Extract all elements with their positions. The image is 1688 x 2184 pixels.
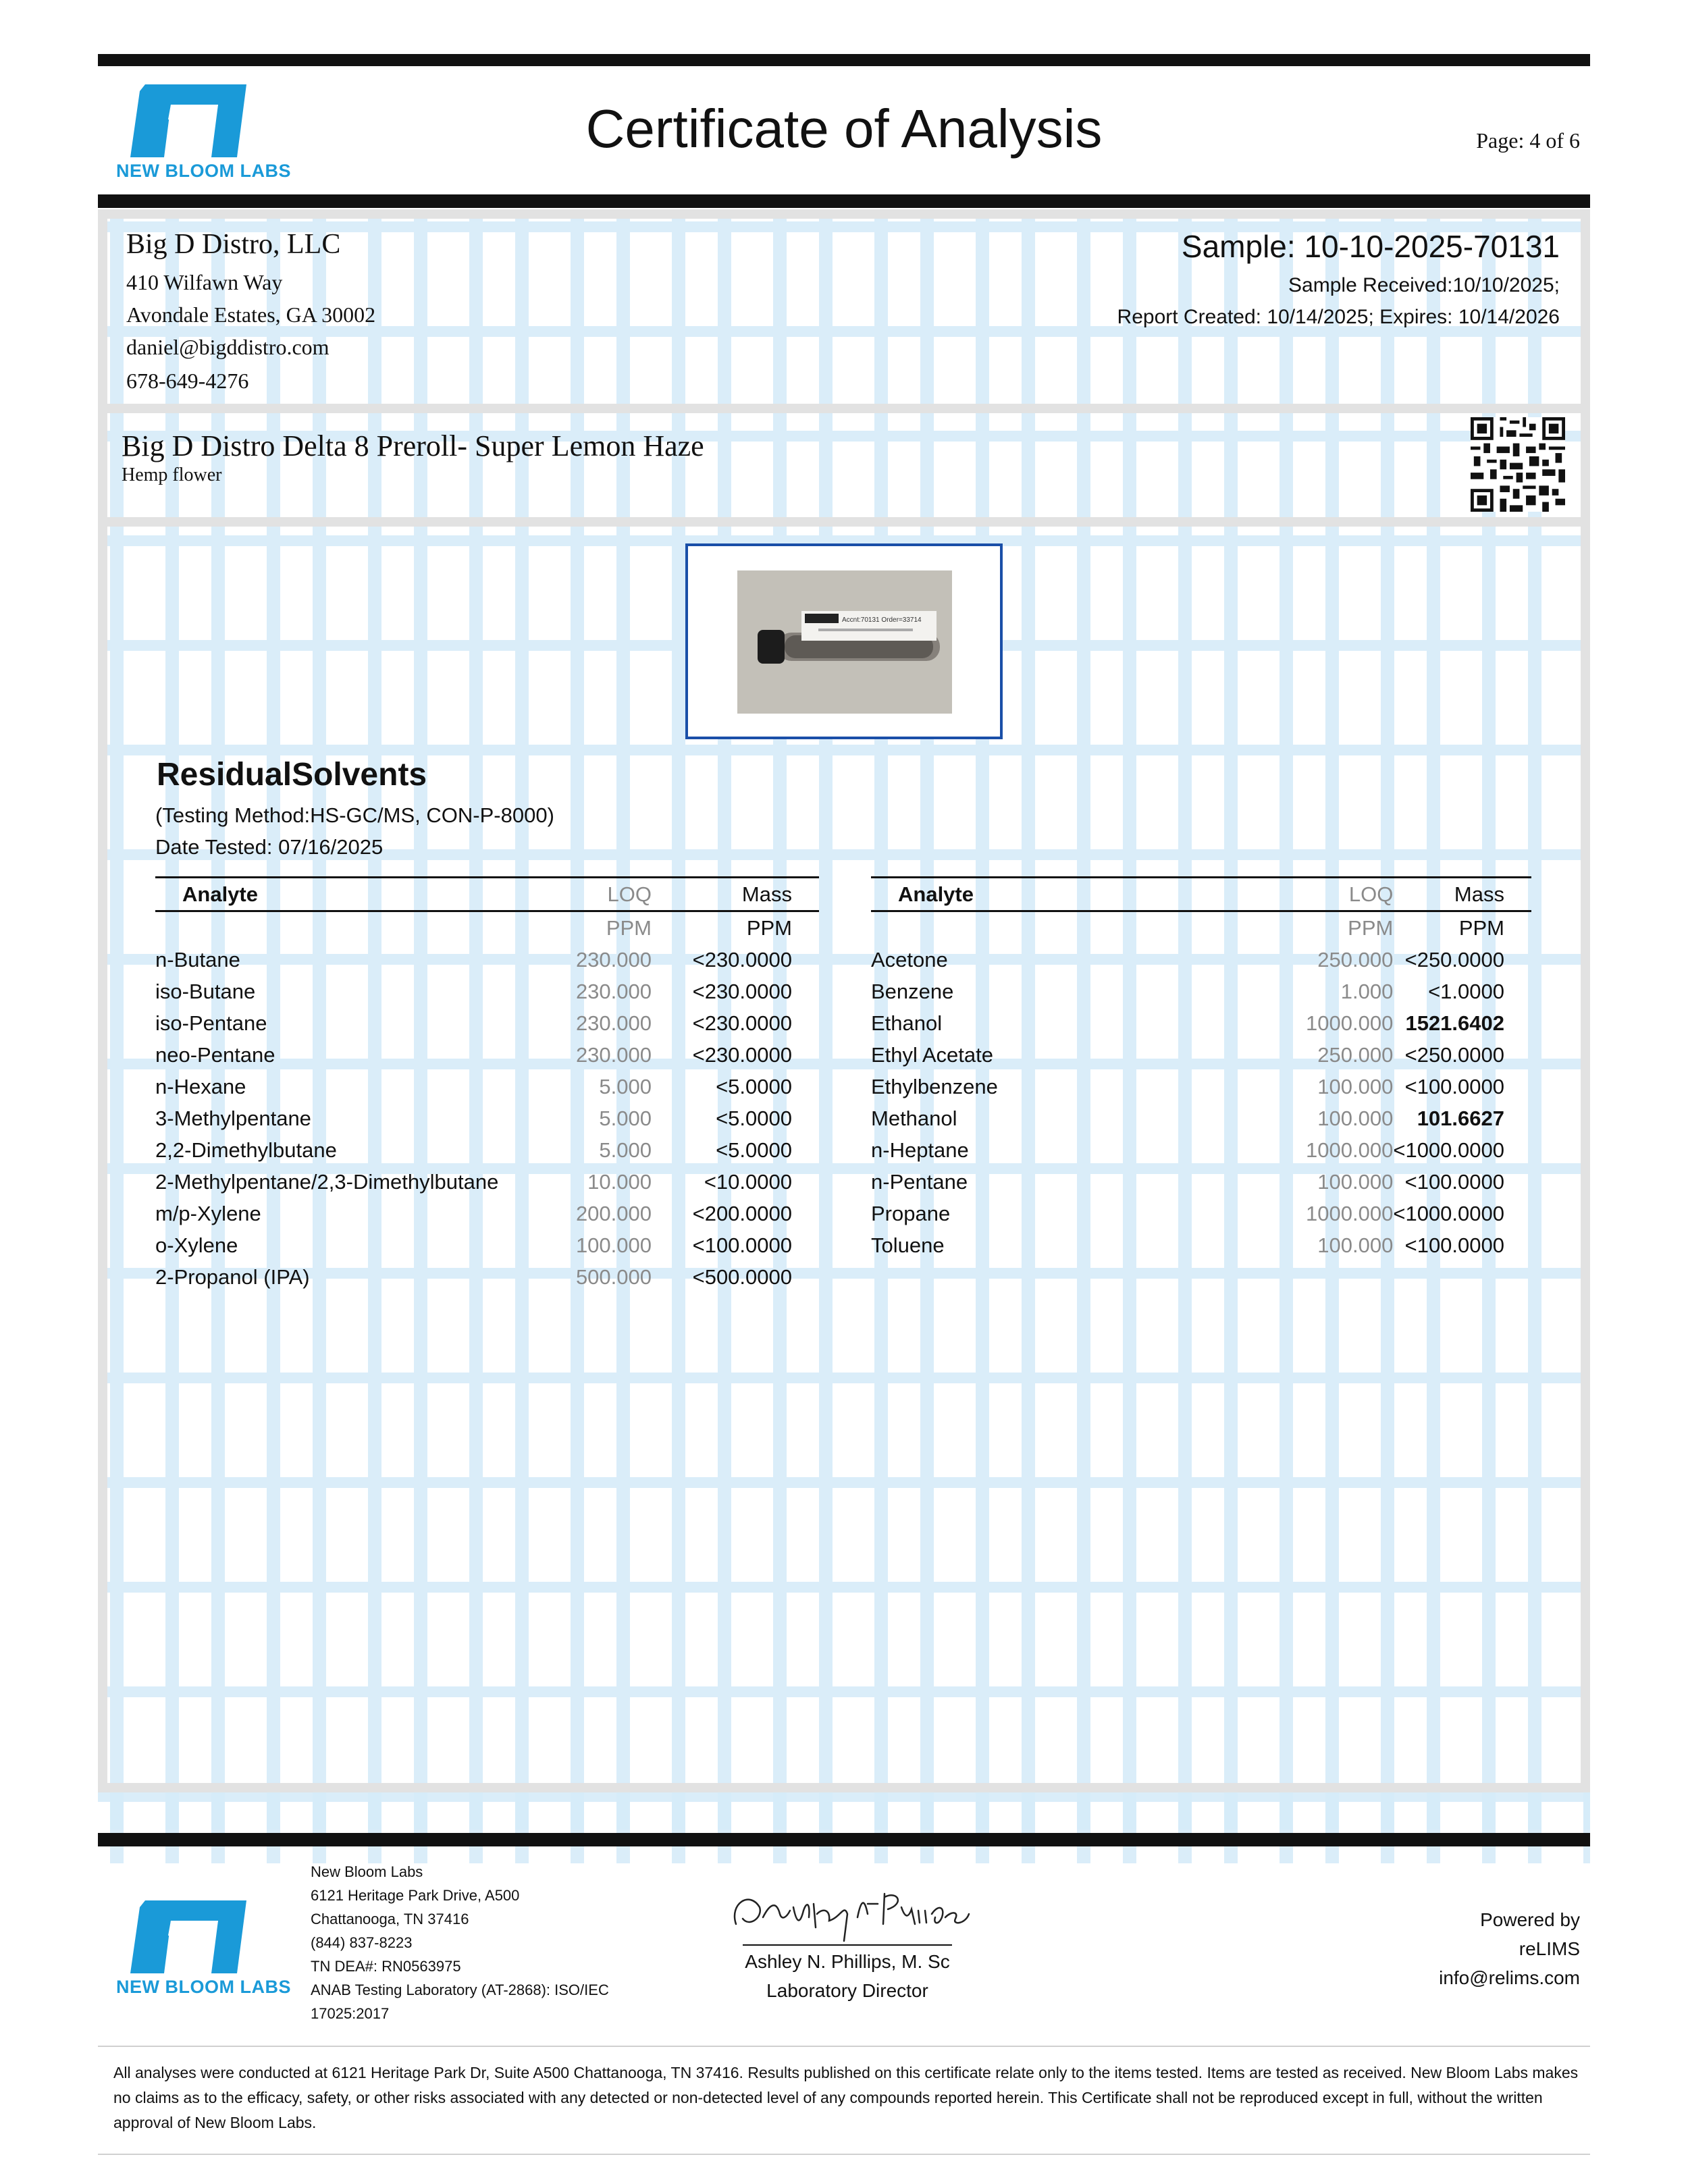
loq-value: 250.000 bbox=[1317, 947, 1394, 971]
lab-dea: TN DEA#: RN0563975 bbox=[311, 1958, 461, 1975]
client-address-1: 410 Wilfawn Way bbox=[126, 270, 283, 294]
table-row bbox=[871, 1102, 1531, 1134]
lab-address-2: Chattanooga, TN 37416 bbox=[311, 1911, 469, 1927]
lab-name: New Bloom Labs bbox=[311, 1863, 423, 1880]
table-row bbox=[871, 1007, 1531, 1039]
analyte-name: Acetone bbox=[871, 947, 948, 971]
loq-value: 10.000 bbox=[587, 1169, 652, 1194]
loq-value: 230.000 bbox=[575, 947, 652, 971]
qr-code-icon bbox=[1471, 417, 1565, 512]
loq-value: 100.000 bbox=[1317, 1233, 1394, 1257]
disclaimer-rule bbox=[98, 2046, 1590, 2047]
mass-value: <100.0000 bbox=[1404, 1169, 1504, 1194]
client-email: daniel@bigddistro.com bbox=[126, 335, 329, 359]
mass-value: <230.0000 bbox=[692, 979, 792, 1003]
loq-header: LOQ bbox=[533, 878, 652, 911]
signature-line bbox=[743, 1944, 952, 1946]
mass-value: <10.0000 bbox=[704, 1169, 792, 1194]
results-table-left bbox=[155, 876, 819, 1293]
date-tested: Date Tested: 07/16/2025 bbox=[155, 835, 384, 859]
client-name: Big D Distro, LLC bbox=[126, 229, 341, 260]
loq-value: 230.000 bbox=[575, 979, 652, 1003]
disclaimer-text: All analyses were conducted at 6121 Heritage Park Dr, Suite A500 Chattanooga, TN 37416. Results published on this certificate relate only to the items tested. Items are tested as received. New Bloom Labs makes no claims as to the efficacy, safety, or other risks associated with any detected or non-detected level of any compounds reported herein. This Certificate shall not be reproduced except in full, without the written approval of New Bloom Labs. bbox=[113, 2064, 1579, 2131]
table-row bbox=[155, 976, 819, 1007]
analyte-header: Analyte bbox=[871, 878, 1152, 911]
analyte-name: o-Xylene bbox=[155, 1233, 238, 1257]
powered-by-email[interactable]: info@relims.com bbox=[1439, 1967, 1580, 1988]
mass-value: <100.0000 bbox=[692, 1233, 792, 1257]
results-table-right bbox=[871, 876, 1531, 1261]
client-phone: 678-649-4276 bbox=[126, 369, 249, 393]
loq-value: 200.000 bbox=[575, 1201, 652, 1225]
mass-value: 101.6627 bbox=[1417, 1106, 1504, 1130]
analyte-name: n-Pentane bbox=[871, 1169, 968, 1194]
table-row bbox=[155, 1261, 819, 1293]
mass-value: 1521.6402 bbox=[1405, 1011, 1504, 1035]
page-title: Certificate of Analysis bbox=[585, 99, 1103, 159]
mass-value: <230.0000 bbox=[692, 1042, 792, 1067]
loq-value: 100.000 bbox=[1317, 1106, 1394, 1130]
lab-anab-1: ANAB Testing Laboratory (AT-2868): ISO/IEC bbox=[311, 1981, 609, 1998]
analyte-name: Ethanol bbox=[871, 1011, 943, 1035]
mass-value: <100.0000 bbox=[1404, 1074, 1504, 1098]
section-title: ResidualSolvents bbox=[157, 757, 427, 793]
page-number: Page: 4 of 6 bbox=[1476, 128, 1580, 153]
mass-value: <1.0000 bbox=[1428, 979, 1504, 1003]
powered-by-brand: reLIMS bbox=[1519, 1938, 1580, 1959]
loq-value: 5.000 bbox=[599, 1106, 652, 1130]
new-bloom-labs-footer-logo-icon bbox=[130, 1900, 246, 1973]
mass-unit: PPM bbox=[746, 915, 792, 940]
panel-divider bbox=[107, 404, 1581, 413]
analyte-name: Methanol bbox=[871, 1106, 957, 1130]
loq-value: 100.000 bbox=[1317, 1074, 1394, 1098]
loq-unit: PPM bbox=[1348, 915, 1394, 940]
table-row bbox=[871, 1071, 1531, 1102]
mass-value: <5.0000 bbox=[716, 1074, 792, 1098]
loq-value: 500.000 bbox=[575, 1264, 652, 1289]
footer-rule bbox=[98, 1833, 1590, 1846]
mass-value: <230.0000 bbox=[692, 1011, 792, 1035]
table-row bbox=[155, 1229, 819, 1261]
loq-value: 100.000 bbox=[575, 1233, 652, 1257]
mass-value: <5.0000 bbox=[716, 1138, 792, 1162]
photo-label-text: Accnt:70131 Order=33714 bbox=[842, 616, 922, 624]
loq-unit: PPM bbox=[606, 915, 652, 940]
footer-logo-text: NEW BLOOM LABS bbox=[116, 1977, 291, 1997]
analyte-name: n-Butane bbox=[155, 947, 240, 971]
powered-by-label: Powered by bbox=[1480, 1909, 1580, 1930]
lab-info bbox=[311, 1860, 609, 2025]
table-row bbox=[871, 1134, 1531, 1166]
bottom-rule bbox=[98, 2154, 1590, 2155]
analyte-name: n-Heptane bbox=[871, 1138, 969, 1162]
mass-value: <100.0000 bbox=[1404, 1233, 1504, 1257]
mass-value: <250.0000 bbox=[1404, 1042, 1504, 1067]
mass-unit: PPM bbox=[1458, 915, 1504, 940]
table-row bbox=[155, 1102, 819, 1134]
loq-header: LOQ bbox=[1152, 878, 1394, 911]
lab-anab-2: 17025:2017 bbox=[311, 2005, 390, 2022]
loq-value: 230.000 bbox=[575, 1011, 652, 1035]
table-row bbox=[155, 1071, 819, 1102]
lab-address-1: 6121 Heritage Park Drive, A500 bbox=[311, 1887, 520, 1904]
mass-header: Mass bbox=[1393, 878, 1531, 911]
table-row bbox=[871, 1166, 1531, 1198]
mass-header: Mass bbox=[652, 878, 819, 911]
analyte-name: Propane bbox=[871, 1201, 951, 1225]
analyte-name: n-Hexane bbox=[155, 1074, 246, 1098]
signer-title: Laboratory Director bbox=[766, 1980, 928, 2001]
sample-id: Sample: 10-10-2025-70131 bbox=[1181, 229, 1560, 264]
analyte-name: m/p-Xylene bbox=[155, 1201, 261, 1225]
signer-name: Ashley N. Phillips, M. Sc bbox=[745, 1951, 950, 1972]
mass-value: <200.0000 bbox=[692, 1201, 792, 1225]
testing-method: (Testing Method:HS-GC/MS, CON-P-8000) bbox=[155, 803, 554, 827]
loq-value: 100.000 bbox=[1317, 1169, 1394, 1194]
header-rule bbox=[98, 194, 1590, 208]
table-row bbox=[871, 1229, 1531, 1261]
powered-by-block bbox=[1439, 1905, 1580, 1992]
loq-value: 1000.000 bbox=[1306, 1011, 1394, 1035]
mass-value: <230.0000 bbox=[692, 947, 792, 971]
signature-image bbox=[722, 1877, 979, 1944]
table-row bbox=[871, 944, 1531, 976]
table-row bbox=[155, 944, 819, 976]
mass-value: <5.0000 bbox=[716, 1106, 792, 1130]
table-row bbox=[871, 1039, 1531, 1071]
watermark-strip bbox=[98, 1789, 1590, 1830]
loq-value: 5.000 bbox=[599, 1138, 652, 1162]
table-row bbox=[871, 976, 1531, 1007]
analyte-name: Ethyl Acetate bbox=[871, 1042, 993, 1067]
table-row bbox=[155, 1007, 819, 1039]
loq-value: 5.000 bbox=[599, 1074, 652, 1098]
client-address-2: Avondale Estates, GA 30002 bbox=[126, 302, 376, 327]
analyte-name: iso-Pentane bbox=[155, 1011, 267, 1035]
table-row bbox=[155, 1134, 819, 1166]
logo-text: NEW BLOOM LABS bbox=[116, 161, 291, 181]
loq-value: 1000.000 bbox=[1306, 1138, 1394, 1162]
table-row bbox=[155, 1039, 819, 1071]
table-row bbox=[155, 1198, 819, 1229]
lab-phone: (844) 837-8223 bbox=[311, 1934, 413, 1951]
analyte-name: 2,2-Dimethylbutane bbox=[155, 1138, 337, 1162]
product-type: Hemp flower bbox=[122, 464, 222, 485]
loq-value: 1000.000 bbox=[1306, 1201, 1394, 1225]
sample-photo bbox=[737, 570, 952, 714]
analyte-name: Toluene bbox=[871, 1233, 945, 1257]
panel-divider bbox=[107, 517, 1581, 527]
analyte-name: 2-Methylpentane/2,3-Dimethylbutane bbox=[155, 1169, 499, 1194]
loq-value: 230.000 bbox=[575, 1042, 652, 1067]
loq-value: 1.000 bbox=[1340, 979, 1394, 1003]
table-row bbox=[871, 1198, 1531, 1229]
analyte-name: Ethylbenzene bbox=[871, 1074, 998, 1098]
analyte-name: neo-Pentane bbox=[155, 1042, 275, 1067]
analyte-name: 2-Propanol (IPA) bbox=[155, 1264, 310, 1289]
mass-value: <1000.0000 bbox=[1393, 1201, 1504, 1225]
product-name: Big D Distro Delta 8 Preroll- Super Lemon Haze bbox=[122, 429, 704, 462]
report-dates: Report Created: 10/14/2025; Expires: 10/14/2026 bbox=[1117, 306, 1560, 328]
analyte-name: 3-Methylpentane bbox=[155, 1106, 311, 1130]
mass-value: <1000.0000 bbox=[1393, 1138, 1504, 1162]
loq-value: 250.000 bbox=[1317, 1042, 1394, 1067]
analyte-header: Analyte bbox=[155, 878, 533, 911]
top-rule bbox=[98, 54, 1590, 66]
mass-value: <500.0000 bbox=[692, 1264, 792, 1289]
sample-received: Sample Received:10/10/2025; bbox=[1288, 274, 1560, 296]
mass-value: <250.0000 bbox=[1404, 947, 1504, 971]
table-row bbox=[155, 1166, 819, 1198]
analyte-name: iso-Butane bbox=[155, 979, 256, 1003]
analyte-name: Benzene bbox=[871, 979, 954, 1003]
